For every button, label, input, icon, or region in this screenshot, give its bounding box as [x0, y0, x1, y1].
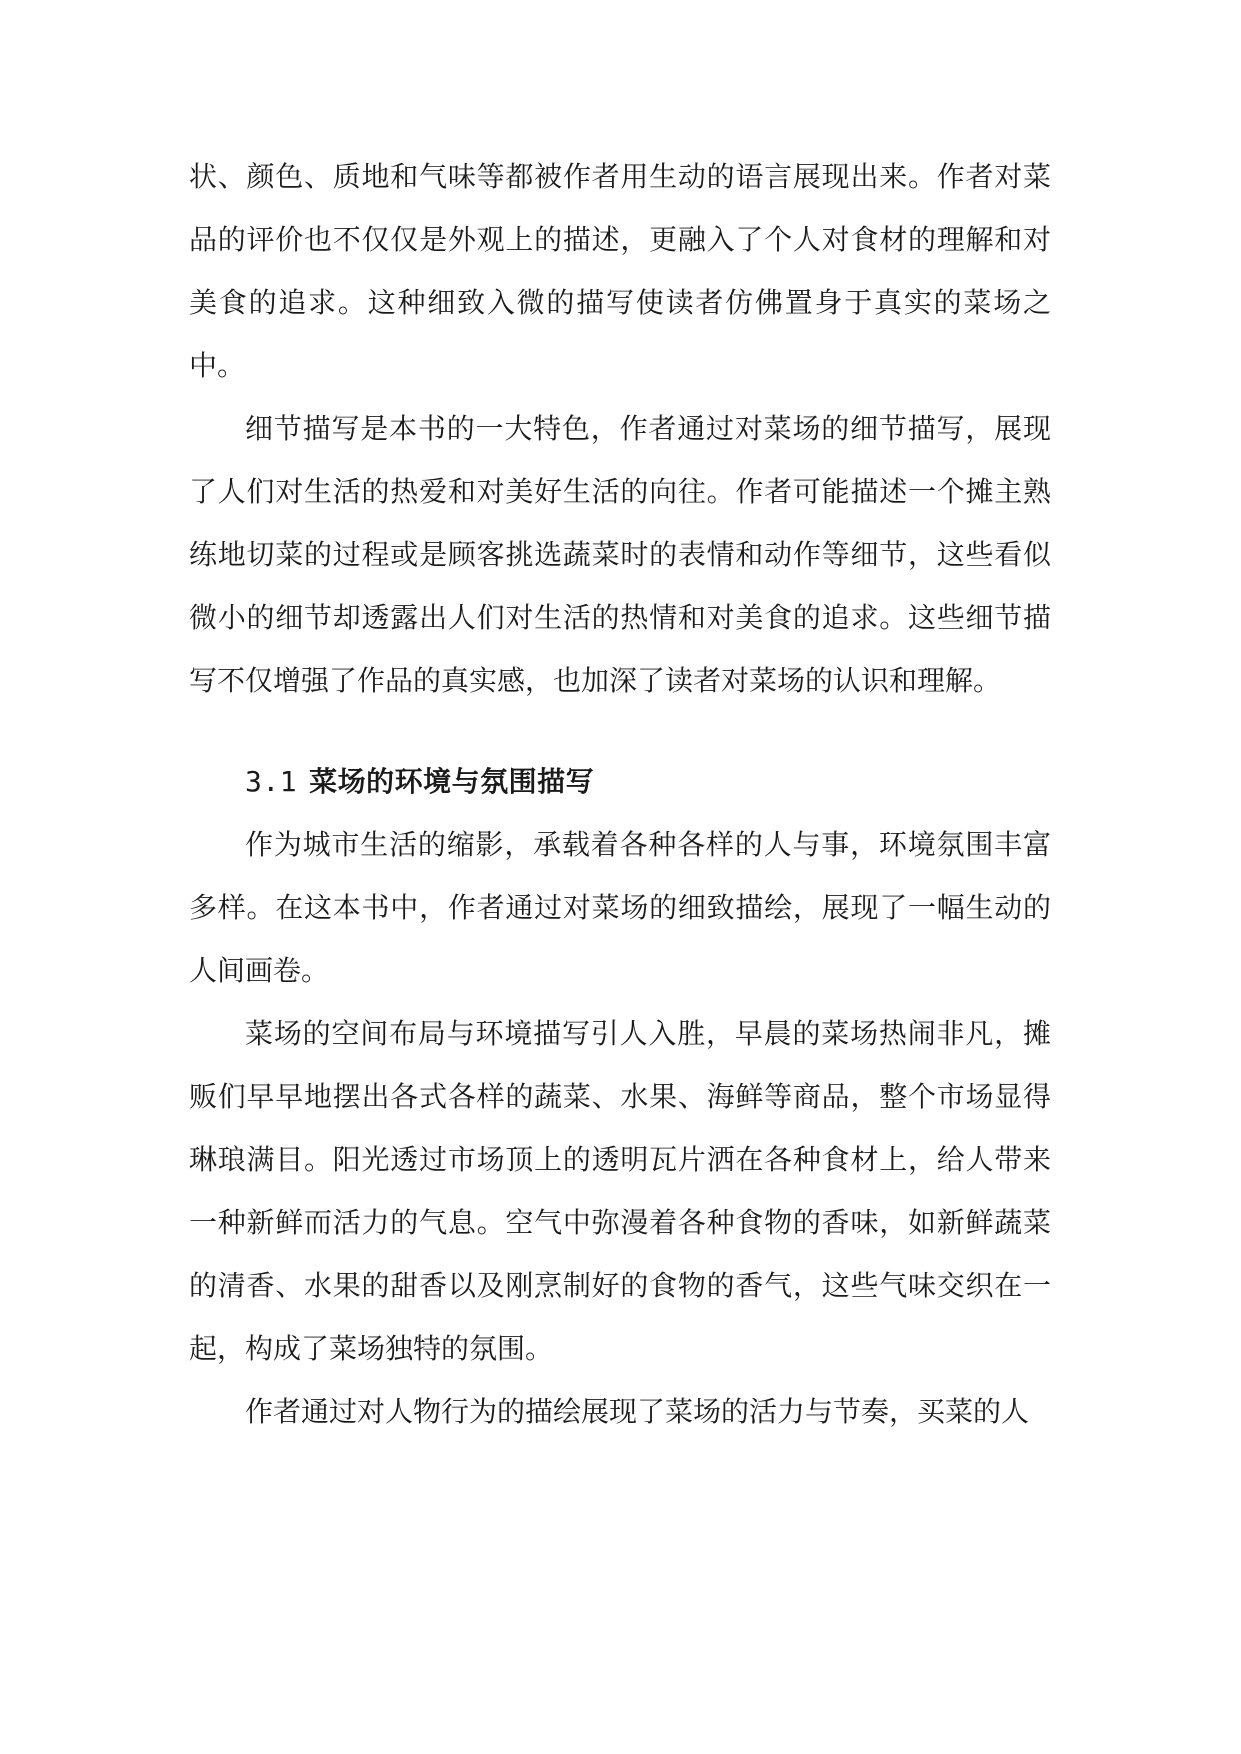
section-number: 3.1 — [245, 765, 298, 798]
paragraph-space-layout: 菜场的空间布局与环境描写引人入胜，早晨的菜场热闹非凡，摊贩们早早地摆出各式各样的蔬菜、水果、海鲜等商品，整个市场显得琳琅满目。阳光透过市场顶上的透明瓦片洒在各种食材上，给人带来一种新鲜而活力的气息。空气中弥漫着各种食物的香味，如新鲜蔬菜的清香、水果的甜香以及刚烹制好的食物的香气，这些气味交织在一起，构成了菜场独特的氛围。 — [189, 1017, 1051, 1365]
section-heading — [189, 750, 1051, 813]
section-title: 菜场的环境与氛围描写 — [309, 765, 595, 798]
document-body — [189, 145, 1051, 1443]
paragraph-people-behavior: 作者通过对人物行为的描绘展现了菜场的活力与节奏，买菜的人 — [245, 1395, 1030, 1428]
paragraph-detail-description: 细节描写是本书的一大特色，作者通过对菜场的细节描写，展现了人们对生活的热爱和对美好生活的向往。作者可能描述一个摊主熟练地切菜的过程或是顾客挑选蔬菜时的表情和动作等细节，这些看似微小的细节却透露出人们对生活的热情和对美食的追求。这些细节描写不仅增强了作品的真实感，也加深了读者对菜场的认识和理解。 — [189, 412, 1051, 697]
paragraph-city-life: 作为城市生活的缩影，承载着各种各样的人与事，环境氛围丰富多样。在这本书中，作者通过对菜场的细致描绘，展现了一幅生动的人间画卷。 — [189, 828, 1051, 987]
paragraph-continued: 状、颜色、质地和气味等都被作者用生动的语言展现出来。作者对菜品的评价也不仅仅是外观上的描述，更融入了个人对食材的理解和对美食的追求。这种细致入微的描写使读者仿佛置身于真实的菜场之中。 — [189, 160, 1051, 382]
